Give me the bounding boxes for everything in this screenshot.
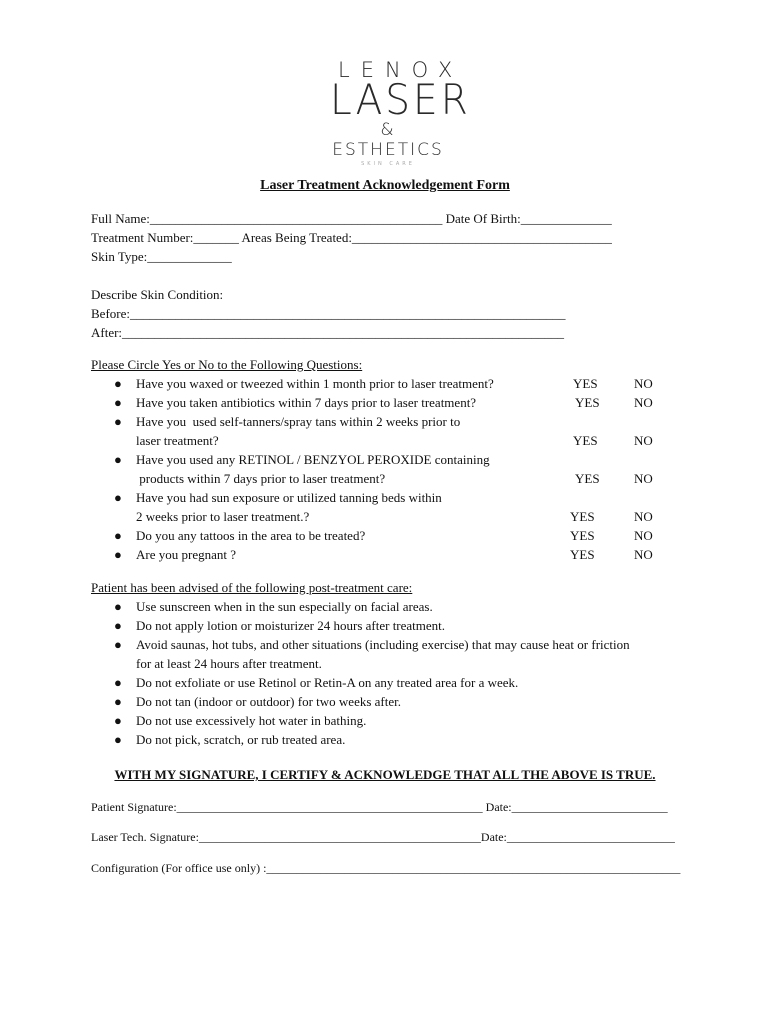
bullet-icon: ●: [114, 637, 122, 652]
certification-statement: WITH MY SIGNATURE, I CERTIFY & ACKNOWLEDGE THAT ALL THE ABOVE IS TRUE.: [114, 767, 656, 782]
question-text-cont: laser treatment?: [136, 433, 219, 448]
yes-option[interactable]: YES: [570, 528, 595, 543]
no-option[interactable]: NO: [634, 433, 653, 448]
logo-line-3: & ESTHETICS: [332, 120, 444, 160]
bullet-icon: ●: [114, 528, 122, 543]
care-item: Do not exfoliate or use Retinol or Retin-A on any treated area for a week.: [136, 675, 519, 690]
no-option[interactable]: NO: [634, 509, 653, 524]
bullet-icon: ●: [114, 452, 122, 467]
describe-skin-label: Describe Skin Condition:: [91, 287, 224, 302]
yes-option[interactable]: YES: [575, 471, 600, 486]
care-item: Do not pick, scratch, or rub treated area.: [136, 732, 346, 747]
logo-line-4: SKIN CARE: [361, 161, 415, 167]
question-text: Do you any tattoos in the area to be treated?: [136, 528, 366, 543]
lenox-laser-logo: [330, 58, 471, 168]
tech-signature-field[interactable]: Laser Tech. Signature:_______________________________________________Date:____________________________: [91, 830, 675, 844]
bullet-icon: ●: [114, 490, 122, 505]
bullet-icon: ●: [114, 414, 122, 429]
care-item: Do not use excessively hot water in bathing.: [136, 713, 367, 728]
bullet-icon: ●: [114, 376, 122, 391]
no-option[interactable]: NO: [634, 528, 653, 543]
bullet-icon: ●: [114, 547, 122, 562]
bullet-icon: ●: [114, 675, 122, 690]
yes-option[interactable]: YES: [570, 547, 595, 562]
care-item: Avoid saunas, hot tubs, and other situations (including exercise) that may cause heat or friction: [136, 637, 630, 652]
full-name-field[interactable]: Full Name:_____________________________________________ Date Of Birth:______________: [91, 211, 612, 226]
logo-line-1: LENOX: [338, 58, 464, 82]
care-heading: Patient has been advised of the following post-treatment care:: [91, 580, 413, 595]
logo-line-2: LASER: [330, 76, 471, 125]
yes-option[interactable]: YES: [570, 509, 595, 524]
bullet-icon: ●: [114, 694, 122, 709]
care-item: Use sunscreen when in the sun especially on facial areas.: [136, 599, 433, 614]
patient-signature-field[interactable]: Patient Signature:___________________________________________________ Date:__________________________: [91, 800, 668, 814]
bullet-icon: ●: [114, 618, 122, 633]
after-field[interactable]: After:____________________________________________________________________: [91, 325, 565, 340]
form-title: Laser Treatment Acknowledgement Form: [260, 178, 510, 193]
yes-option[interactable]: YES: [575, 395, 600, 410]
care-item-cont: for at least 24 hours after treatment.: [136, 656, 322, 671]
no-option[interactable]: NO: [634, 395, 653, 410]
question-text: Have you used any RETINOL / BENZYOL PEROXIDE containing: [136, 452, 490, 467]
before-field[interactable]: Before:___________________________________________________________________: [91, 306, 566, 321]
question-text-cont: 2 weeks prior to laser treatment.?: [136, 509, 310, 524]
bullet-icon: ●: [114, 599, 122, 614]
no-option[interactable]: NO: [634, 471, 653, 486]
no-option[interactable]: NO: [634, 547, 653, 562]
question-text-cont: products within 7 days prior to laser treatment?: [136, 471, 386, 486]
question-text: Have you used self-tanners/spray tans within 2 weeks prior to: [136, 414, 461, 429]
yes-option[interactable]: YES: [573, 433, 598, 448]
bullet-icon: ●: [114, 732, 122, 747]
no-option[interactable]: NO: [634, 376, 653, 391]
question-text: Have you taken antibiotics within 7 days prior to laser treatment?: [136, 395, 477, 410]
questions-heading: Please Circle Yes or No to the Following Questions:: [91, 357, 363, 372]
treatment-field[interactable]: Treatment Number:_______ Areas Being Treated:________________________________________: [91, 230, 612, 245]
skin-type-field[interactable]: Skin Type:_____________: [91, 249, 232, 264]
care-item: Do not tan (indoor or outdoor) for two weeks after.: [136, 694, 401, 709]
question-text: Have you waxed or tweezed within 1 month prior to laser treatment?: [136, 376, 494, 391]
care-item: Do not apply lotion or moisturizer 24 hours after treatment.: [136, 618, 446, 633]
yes-option[interactable]: YES: [573, 376, 598, 391]
question-text: Have you had sun exposure or utilized tanning beds within: [136, 490, 442, 505]
bullet-icon: ●: [114, 713, 122, 728]
question-text: Are you pregnant ?: [136, 547, 236, 562]
configuration-field[interactable]: Configuration (For office use only) :_____________________________________________________________________: [91, 861, 681, 875]
bullet-icon: ●: [114, 395, 122, 410]
